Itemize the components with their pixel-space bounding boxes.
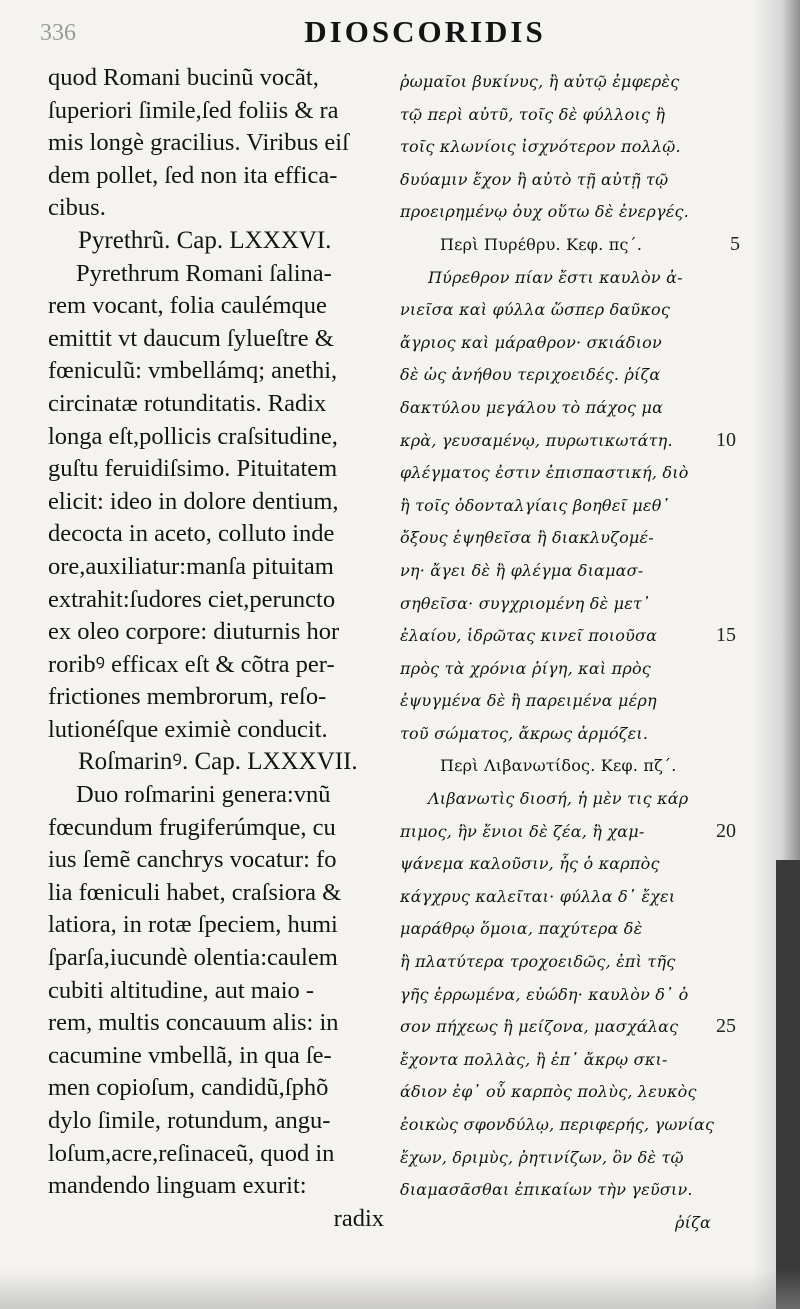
greek-text-line: Περὶ Λιβανωτίδος. Κεφ. πζ΄. (440, 756, 677, 776)
greek-text-line: ὄξους ἑψηθεῖσα ἢ διακλυζομέ- (400, 528, 654, 548)
latin-text-line: longa eſt,pollicis craſsitudine, (48, 422, 338, 450)
greek-text-line: κάγχρυς καλεῖται· φύλλα δ᾽ ἔχει (400, 886, 676, 906)
latin-text-line: Pyrethrũ. Cap. LXXXVI. (78, 226, 332, 254)
greek-text-line: νη· ἄγει δὲ ἢ φλέγμα διαμασ- (400, 560, 644, 580)
latin-text-line: cacumine vmbellã, in qua ſe- (48, 1041, 332, 1069)
latin-text-line: ſuperiori ſimile,ſed foliis & ra (48, 96, 339, 124)
latin-text-line: men copioſum, candidũ,ſphõ (48, 1074, 329, 1102)
greek-text-line: τοῦ σώματος, ἄκρως ἁρμόζει. (400, 723, 649, 743)
latin-text-line: radix (333, 1204, 384, 1232)
latin-text-line: roribꝰ efficax eſt & cõtra per- (48, 650, 335, 678)
greek-text-line: μαράθρῳ ὅμοια, παχύτερα δὲ (400, 919, 643, 939)
latin-text-line: decocta in aceto, colluto inde (48, 520, 335, 548)
greek-text-line: ἔχων, δριμὺς, ῥητινίζων, ὃν δὲ τῷ (400, 1147, 684, 1167)
greek-text-line: πιμος, ἣν ἔνιοι δὲ ζέα, ἢ χαμ- (400, 821, 645, 841)
latin-text-line: ius ſemẽ canchrys vocatur: fo (48, 846, 337, 874)
greek-text-line: φλέγματος ἐστιν ἐπισπαστική, διὸ (400, 463, 689, 483)
latin-text-line: lutionéſque eximiè conducit. (48, 715, 328, 743)
greek-text-line: προειρημένῳ ὀυχ οὕτω δὲ ἐνεργές. (400, 202, 689, 222)
greek-text-line: ψάνεμα καλοῦσιν, ἧς ὁ καρπὸς (400, 854, 660, 874)
greek-text-line: ἔχοντα πολλὰς, ἢ ἐπ᾽ ἄκρῳ σκι- (400, 1049, 668, 1069)
greek-text-line: ἢ τοῖς ὀδονταλγίαις βοηθεῖ μεθ᾽ (400, 495, 670, 515)
greek-column (400, 66, 715, 1239)
latin-text-line: guſtu feruidiſsimo. Pituitatem (48, 455, 338, 483)
latin-text-line: latiora, in rotæ ſpeciem, humi (48, 911, 338, 939)
greek-text-line: σηθεῖσα· συγχριομένη δὲ μετ᾽ (400, 593, 651, 613)
latin-text-line: cibus. (48, 194, 106, 222)
greek-text-line: ἐλαίου, ἱδρῶτας κινεῖ ποιοῦσα (400, 626, 658, 646)
latin-text-line: Roſmarinꝰ. Cap. LXXXVII. (78, 748, 358, 776)
latin-text-line: cubiti altitudine, aut maio - (48, 976, 315, 1004)
margin-number: 15 (716, 624, 736, 647)
greek-text-line: ἐψυγμένα δὲ ἢ παρειμένα μέρη (400, 691, 657, 711)
running-header: DIOSCORIDIS (304, 14, 546, 49)
latin-text-line: dem pollet, ſed non ita effica- (48, 161, 338, 189)
greek-text-line: άδιον ἐφ᾽ οὗ καρπὸς πολὺς, λευκὸς (400, 1082, 697, 1102)
latin-text-line: ex oleo corpore: diuturnis hor (48, 618, 340, 646)
greek-text-line: ἢ πλατύτερα τροχοειδῶς, ἐπὶ τῆς (400, 952, 676, 972)
latin-column (48, 62, 388, 1235)
latin-text-line: Duo roſmarini genera:vnũ (76, 781, 331, 809)
latin-text-line: quod Romani bucinũ vocãt, (48, 64, 319, 91)
greek-text-line: ῥωμαῖοι βυκίνυς, ἢ αὐτῷ ἐμφερὲς (400, 72, 680, 91)
greek-text-line: δυύαμιν ἔχον ἢ αὐτὸ τῇ αὐτῇ τῷ (400, 169, 669, 189)
greek-text-line: ῥίζα (675, 1212, 711, 1232)
greek-text-line: Πύρεθρον πίαν ἔστι καυλὸν ἀ- (428, 267, 683, 287)
greek-text-line: ἄγριος καὶ μάραθρον· σκιάδιον (400, 332, 662, 352)
margin-number: 10 (716, 428, 736, 451)
greek-text-line: τῷ περὶ αὐτῦ, τοῖς δὲ φύλλοις ἢ (400, 104, 666, 124)
greek-text-line: δακτύλου μεγάλου τὸ πάχος μα (400, 397, 664, 417)
greek-text-line: διαμασᾶσθαι ἐπικαίων τὴν γεῦσιν. (400, 1180, 693, 1200)
margin-number: 25 (716, 1015, 736, 1038)
greek-text-line: πρὸς τὰ χρόνια ῥίγη, καὶ πρὸς (400, 658, 651, 678)
latin-text-line: Pyrethrum Romani ſalina- (76, 259, 332, 287)
latin-text-line: ore,auxiliatur:manſa pituitam (48, 552, 334, 580)
latin-text-line: elicit: ideo in dolore dentium, (48, 487, 339, 515)
latin-text-line: frictiones membrorum, reſo- (48, 683, 327, 711)
margin-number: 5 (730, 233, 740, 255)
margin-number: 20 (716, 819, 736, 842)
greek-text-line: γῆς ἐρρωμένα, εὐώδη· καυλὸν δ᾽ ὁ (400, 984, 689, 1004)
latin-text-line: fœniculũ: vmbellámq; anethi, (48, 357, 338, 385)
page-bottom-shadow (0, 1269, 800, 1309)
greek-text-line: κρὰ, γευσαμένῳ, πυρωτικωτάτη. (400, 430, 673, 450)
greek-text-line: Λιβανωτὶς διοσή, ἡ μὲν τις κάρ (428, 789, 689, 809)
greek-text-line: δὲ ὡς ἀνήθου τεριχοειδές. ῥίζα (400, 365, 661, 385)
latin-text-line: extrahit:ſudores ciet,perunctо (48, 585, 336, 613)
latin-text-line: lia fœniculi habet, craſsiora & (48, 878, 342, 906)
latin-text-line: circinatæ rotunditatis. Radix (48, 389, 327, 417)
greek-text-line: τοῖς κλωνίοις ἰσχνότερον πολλῷ. (400, 137, 681, 157)
latin-text-line: fœcundum frugiferúmque, cu (48, 813, 336, 841)
latin-text-line: emittit vt daucum ſylueſtre & (48, 324, 334, 352)
greek-text-line: σον πήχεως ἢ μείζονα, μασχάλας (400, 1017, 679, 1037)
greek-text-line: ἐοικὼς σφονδύλῳ, περιφερής, γωνίας (400, 1115, 715, 1134)
greek-text-line: νιεῖσα καὶ φύλλα ὥσπερ δαῦκος (400, 300, 671, 320)
latin-text-line: dylo ſimile, rotundum, angu- (48, 1107, 331, 1134)
latin-text-line: ſparſa,iucundè olentia:caulem (48, 944, 338, 972)
page-edge-dark (776, 860, 800, 1309)
latin-text-line: mis longè gracilius. Viribus eiſ (48, 129, 349, 157)
latin-text-line: loſum,acre,reſinaceũ, quod in (48, 1139, 335, 1167)
page-folio: 336 (40, 20, 76, 46)
latin-text-line: rem vocant, folia caulémque (48, 292, 327, 320)
greek-text-line: Περὶ Πυρέθρυ. Κεφ. πς΄. (440, 234, 643, 254)
latin-text-line: mandendo linguam exurit: (48, 1172, 307, 1200)
latin-text-line: rem, multis concauum alis: in (48, 1009, 339, 1037)
